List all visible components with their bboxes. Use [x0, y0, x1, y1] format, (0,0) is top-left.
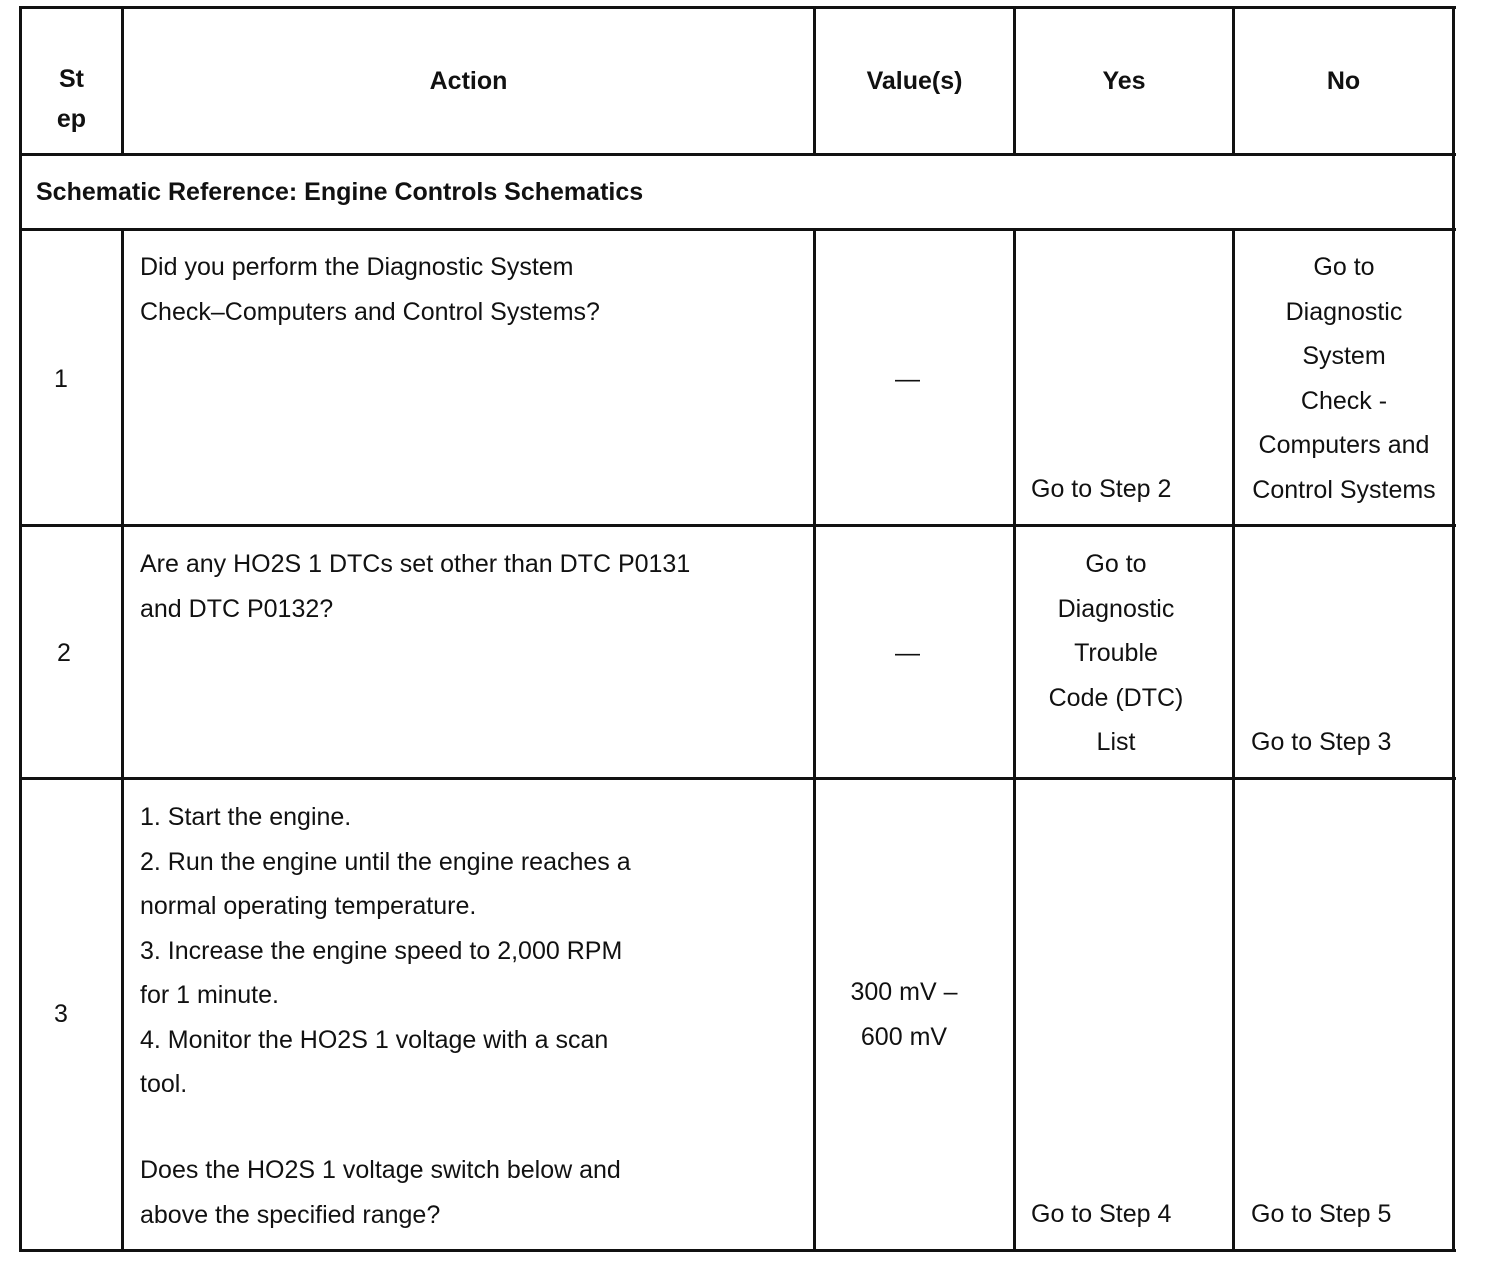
value-cell: 300 mV – 600 mV [850, 978, 958, 1051]
header-bottom-border [20, 153, 1456, 156]
yes-cell: Go to Diagnostic Trouble Code (DTC) List [1048, 550, 1184, 756]
step-number: 1 [54, 365, 68, 393]
table-border-right [1452, 6, 1455, 1252]
table-border-bottom [20, 1249, 1456, 1252]
header-no: No [1326, 67, 1361, 95]
row2-bottom-border [20, 777, 1456, 780]
value-cell: — [895, 365, 920, 393]
column-divider [121, 228, 124, 1252]
row1-bottom-border [20, 524, 1456, 527]
step-number: 2 [57, 639, 71, 667]
no-cell: Go to Diagnostic System Check - Computers and Control Systems [1252, 253, 1436, 504]
action-text: Did you perform the Diagnostic System Check–Computers and Control Systems? [140, 253, 600, 326]
yes-cell: Go to Step 2 [1031, 475, 1172, 503]
action-text: 1. Start the engine. 2. Run the engine until the engine reaches a normal operating temperature. 3. Increase the engine speed to 2,000 RPM for 1 minute. 4. Monitor the HO2S 1 voltage with a scan tool. [140, 803, 631, 1098]
table-border-left [19, 6, 22, 1252]
header-step: St ep [56, 65, 87, 133]
header-action: Action [429, 67, 508, 95]
action-text: Are any HO2S 1 DTCs set other than DTC P0131 and DTC P0132? [140, 550, 691, 623]
header-yes: Yes [1102, 67, 1146, 95]
table-border-top [20, 6, 1456, 9]
schematic-reference: Schematic Reference: Engine Controls Schematics [36, 178, 644, 206]
yes-cell: Go to Step 4 [1031, 1200, 1172, 1228]
column-divider [1232, 228, 1235, 1252]
no-cell: Go to Step 3 [1251, 728, 1392, 756]
step-number: 3 [54, 1000, 68, 1028]
action-question: Does the HO2S 1 voltage switch below and above the specified range? [140, 1156, 621, 1229]
header-values: Value(s) [866, 67, 963, 95]
no-cell: Go to Step 5 [1251, 1200, 1392, 1228]
reference-row-bottom-border [20, 228, 1456, 231]
value-cell: — [895, 639, 920, 667]
